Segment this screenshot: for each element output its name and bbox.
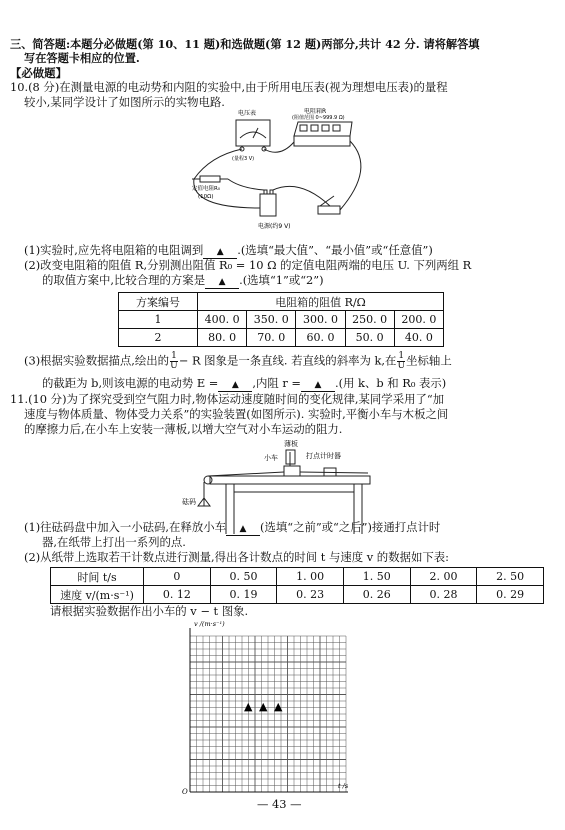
table-cell: 250. 0 — [345, 311, 394, 329]
answer-blank[interactable] — [218, 377, 252, 392]
x-axis-label: t /s — [338, 782, 349, 790]
table-cell: 60. 0 — [296, 329, 345, 347]
table-cell: 0. 19 — [210, 586, 277, 604]
q10-sub2b — [42, 273, 324, 289]
q10-sub3-a: (3)根据实验数据描点,绘出的 — [24, 353, 170, 368]
table-row — [51, 568, 544, 586]
frac-num: 1 — [171, 351, 177, 361]
answer-blank[interactable] — [301, 377, 335, 392]
voltmeter-range: (量程3 V) — [232, 156, 255, 162]
q10-line1: 10.(8 分)在测量电源的电动势和内阻的实验中,由于所用电压表(视为理想电压表)的量程 — [10, 80, 448, 94]
q11-line1: 11.(10 分)为了探究受到空气阻力时,物体运动速度随时间的变化规律,某同学采用了“加 — [10, 392, 445, 406]
table-row — [119, 329, 444, 347]
fixed-value: (10Ω) — [198, 194, 214, 200]
table-row — [119, 311, 444, 329]
fixed-label: 定值电阻R₀ — [192, 186, 221, 192]
table-cell: 50. 0 — [345, 329, 394, 347]
cart — [284, 466, 300, 476]
fraction-1-over-u — [170, 352, 178, 371]
battery — [260, 194, 276, 216]
answer-marker: ▲ — [231, 380, 239, 390]
plate-label: 薄板 — [284, 440, 298, 448]
table-cell: 400. 0 — [198, 311, 247, 329]
answer-marker: ▲ — [274, 700, 283, 713]
circuit-diagram — [180, 108, 380, 246]
box-label: 电阻箱R — [304, 108, 327, 115]
section-heading-cont: 写在答题卡相应的位置. — [24, 51, 140, 65]
q10-sub3-f: .(用 k、b 和 R₀ 表示) — [334, 376, 447, 390]
q10-line2: 较小,某同学设计了如图所示的实物电路. — [24, 95, 225, 109]
table-cell: 40. 0 — [394, 329, 443, 347]
table-cell: 2. 50 — [477, 568, 544, 586]
q11-sub1 — [24, 520, 440, 536]
table-cell: 2. 00 — [410, 568, 477, 586]
table-cell: 0. 12 — [144, 586, 211, 604]
q11-sub2: (2)从纸带上选取若干计数点进行测量,得出各计数点的时间 t 与速度 v 的数据如下表: — [24, 550, 449, 564]
answer-marker: ▲ — [314, 380, 322, 390]
switch — [318, 206, 340, 214]
page-number: — 43 — — [257, 797, 302, 811]
board — [210, 476, 370, 484]
answer-marker: ▲ — [259, 700, 268, 713]
voltmeter-label: 电压表 — [238, 110, 257, 117]
table-cell: 1. 50 — [343, 568, 410, 586]
table-cell: 0. 23 — [277, 586, 344, 604]
voltmeter — [236, 120, 270, 146]
q10-sub3-line2 — [42, 376, 446, 392]
y-axis-label: v /(m·s⁻¹) — [194, 620, 225, 628]
q10-sub3 — [24, 352, 452, 371]
q10-sub1-text: (1)实验时,应先将电阻箱的电阻调到 — [24, 243, 204, 257]
table-cell: 0. 50 — [210, 568, 277, 586]
table-cell: 0. 29 — [477, 586, 544, 604]
fixed-resistor — [200, 176, 220, 182]
answer-blank[interactable] — [205, 274, 239, 289]
table-cell: 1 — [119, 311, 198, 329]
cart-label: 小车 — [264, 454, 278, 462]
q11-sub1-cont: 器,在纸带上打出一系列的点. — [42, 535, 186, 549]
q10-sub3-e: ,内阻 r = — [252, 376, 301, 390]
q10-sub3-c: 坐标轴上 — [406, 353, 452, 368]
q11-line3: 的摩擦力后,在小车上安装一薄板,以增大空气对小车运动的阻力. — [24, 422, 343, 436]
table-row — [51, 586, 544, 604]
section-heading: 三、简答题:本题分必做题(第 10、11 题)和选做题(第 12 题)两部分,共计 42 分. 请将解答填 — [10, 37, 480, 51]
required-tag: 【必做题】 — [10, 66, 67, 80]
table-cell: 速度 v/(m·s⁻¹) — [51, 586, 144, 604]
q10-sub2a: (2)改变电阻箱的阻值 R,分别测出阻值 R₀ = 10 Ω 的定值电阻两端的电压 U. 下列两组 R — [24, 258, 472, 272]
table-cell: 2 — [119, 329, 198, 347]
q10-sub1 — [24, 243, 433, 259]
answer-blank[interactable] — [203, 244, 237, 259]
timer-label: 打点计时器 — [306, 452, 341, 460]
weight-label: 砝码 — [182, 498, 196, 506]
q11-sub1-b: (选填“之前”或“之后”)接通打点计时 — [260, 520, 441, 534]
frac-num: 1 — [398, 351, 405, 361]
q11-line2: 速度与物体质量、物体受力关系”的实验装置(如图所示). 实验时,平衡小车与木板之间 — [24, 407, 449, 421]
q10-sub2b-text: 的取值方案中,比较合理的方案是 — [42, 273, 206, 287]
q11-table — [50, 567, 544, 604]
origin-label: O — [182, 788, 188, 796]
q11-sub1-a: (1)往砝码盘中加入一小砝码,在释放小车 — [24, 520, 227, 534]
frac-den: U — [170, 361, 178, 371]
q10-sub3-b: − R 图象是一条直线. 若直线的斜率为 k,在 — [178, 353, 397, 368]
table-cell: 时间 t/s — [51, 568, 144, 586]
resistance-box — [294, 122, 352, 136]
answer-marker: ▲ — [244, 700, 253, 713]
battery-label: 电源(约9 V) — [258, 223, 291, 230]
fraction-1-over-u — [397, 352, 405, 371]
table-header: 方案编号 — [119, 293, 198, 311]
table-cell: 300. 0 — [296, 311, 345, 329]
pulley — [204, 476, 212, 484]
table-cell: 0 — [144, 568, 211, 586]
answer-blank[interactable] — [226, 521, 260, 536]
vt-grid[interactable] — [178, 616, 358, 796]
q10-table — [118, 292, 444, 347]
box-range: (阻值范围 0~999.9 Ω) — [292, 115, 345, 121]
plot-prompt: 请根据实验数据作出小车的 v − t 图象. — [50, 604, 249, 618]
table-cell: 0. 26 — [343, 586, 410, 604]
table-cell: 0. 28 — [410, 586, 477, 604]
q10-sub3-d: 的截距为 b,则该电源的电动势 E = — [42, 376, 219, 390]
table-cell: 1. 00 — [277, 568, 344, 586]
table-cell: 200. 0 — [394, 311, 443, 329]
answer-marker: ▲ — [218, 277, 226, 287]
table-cell: 350. 0 — [247, 311, 296, 329]
answer-marker: ▲ — [239, 524, 247, 534]
q10-sub1-tail: .(选填“最大值”、“最小值”或“任意值”) — [237, 243, 433, 257]
table-cell: 70. 0 — [247, 329, 296, 347]
q10-sub2b-tail: .(选填“1”或“2”) — [239, 273, 324, 287]
frac-den: U — [397, 361, 406, 371]
table-cell: 80. 0 — [198, 329, 247, 347]
answer-marker: ▲ — [216, 247, 224, 257]
table-header: 电阻箱的阻值 R/Ω — [198, 293, 444, 311]
